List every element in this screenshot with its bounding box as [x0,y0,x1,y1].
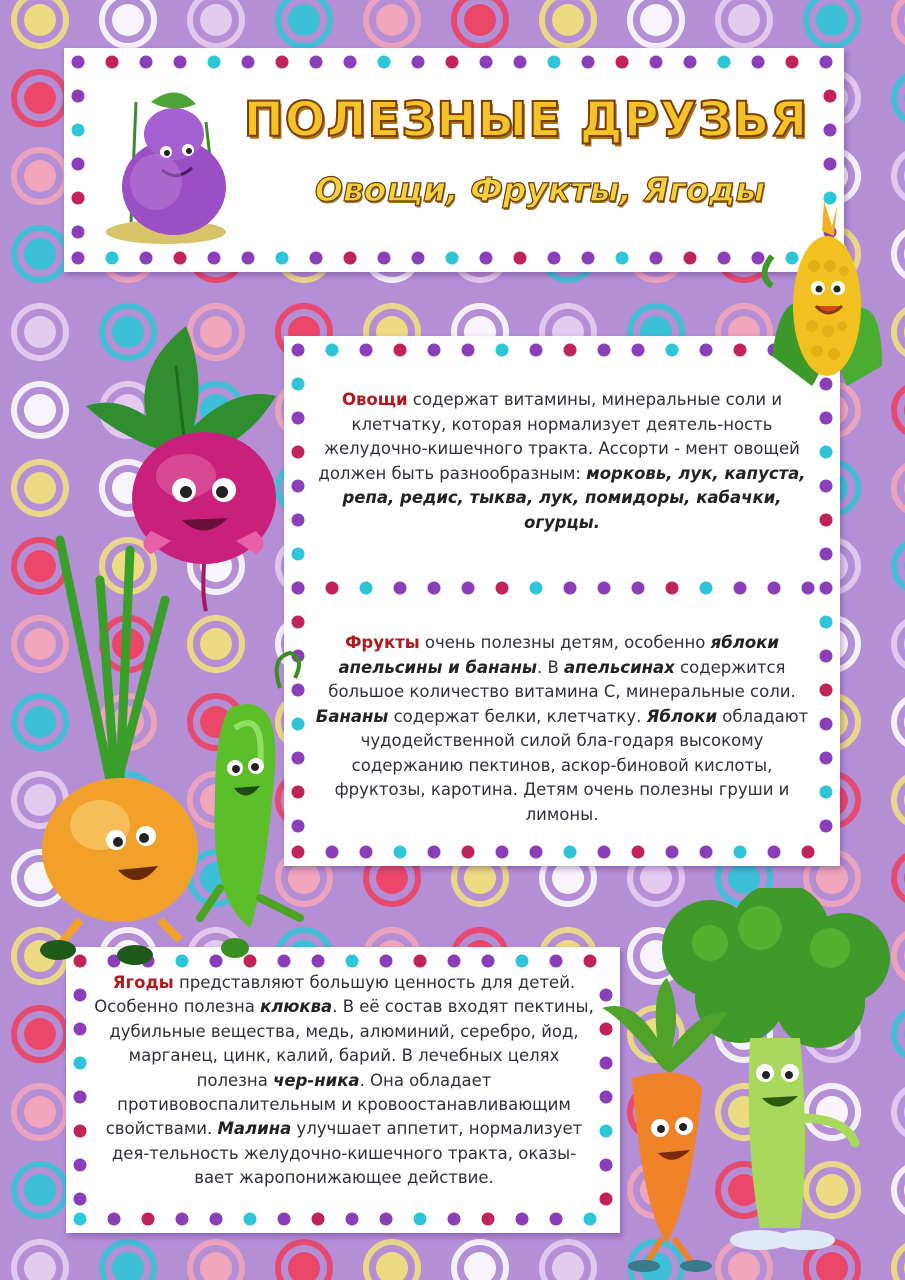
berries-text-2: . В её состав входят пектины, дубильные вещества, медь, алюминий, серебро, йод, марганец, цинк, калий, барий. В лечебных целях полезна [109,997,594,1090]
berries-bold-3: Малина [217,1119,292,1139]
vegetables-text: содержат витамины, минеральные соли и клетчатку, которая нормализует деятель-ность желудочно-кишечного тракта. Ассорти - мент овощей должен быть разнообразным: [318,390,800,483]
page-title: ПОЛЕЗНЫЕ ДРУЗЬЯ [243,92,809,148]
pea-pod-character [190,648,320,966]
page-subtitle: Овощи, Фрукты, Ягоды [314,170,766,209]
fruits-bold-2: апельсинах [564,657,675,677]
fruits-text-2: . В [536,657,565,677]
fruits-heading: Фрукты [345,633,420,652]
fruits-paragraph [312,631,812,827]
berries-heading: Ягоды [112,973,174,992]
fruits-text-4: содержат белки, клетчатку. [388,706,647,726]
berries-panel [66,947,620,1233]
veg-fruit-panel [284,336,840,866]
fruits-bold-4: Яблоки [646,706,718,726]
fruits-text-1: очень полезны детям, особенно [419,633,711,652]
berries-paragraph [94,971,594,1191]
berries-bold-1: клюква [260,997,333,1017]
berries-text-1: представляют большую ценность для детей. Особенно полезна [94,973,576,1017]
berries-text-3: . Она обладает противовоспалительным и кровоостанавливающим свойствами. [105,1070,571,1139]
eggplant-character [96,82,246,247]
fruits-bold-1: яблоки апельсины и бананы [338,633,779,677]
fruits-text-3: содержится большое количество витамина С, минеральные соли. [328,657,796,701]
corn-character [752,196,902,391]
carrot-character [592,978,732,1273]
berries-bold-2: чер-ника [273,1070,360,1090]
vegetables-heading: Овощи [341,390,408,409]
fruits-text-5: обладают чудодейственной силой бла-годаря высокому содержанию пектинов, аскор-биновой кислоты, фруктозы, каротина. Детям очень полезны груши и лимоны. [334,706,809,824]
fruits-bold-3: Бананы [315,706,389,726]
onion-character [20,520,200,965]
berries-text-4: улучшает аппетит, нормализует дея-тельность желудочно-кишечного тракта, оказы-вает жаропонижающее действие. [111,1119,583,1188]
vegetables-list: морковь, лук, капуста, репа, редис, тыква, лук, помидоры, кабачки, огурцы. [342,463,806,532]
vegetables-paragraph [312,388,812,535]
